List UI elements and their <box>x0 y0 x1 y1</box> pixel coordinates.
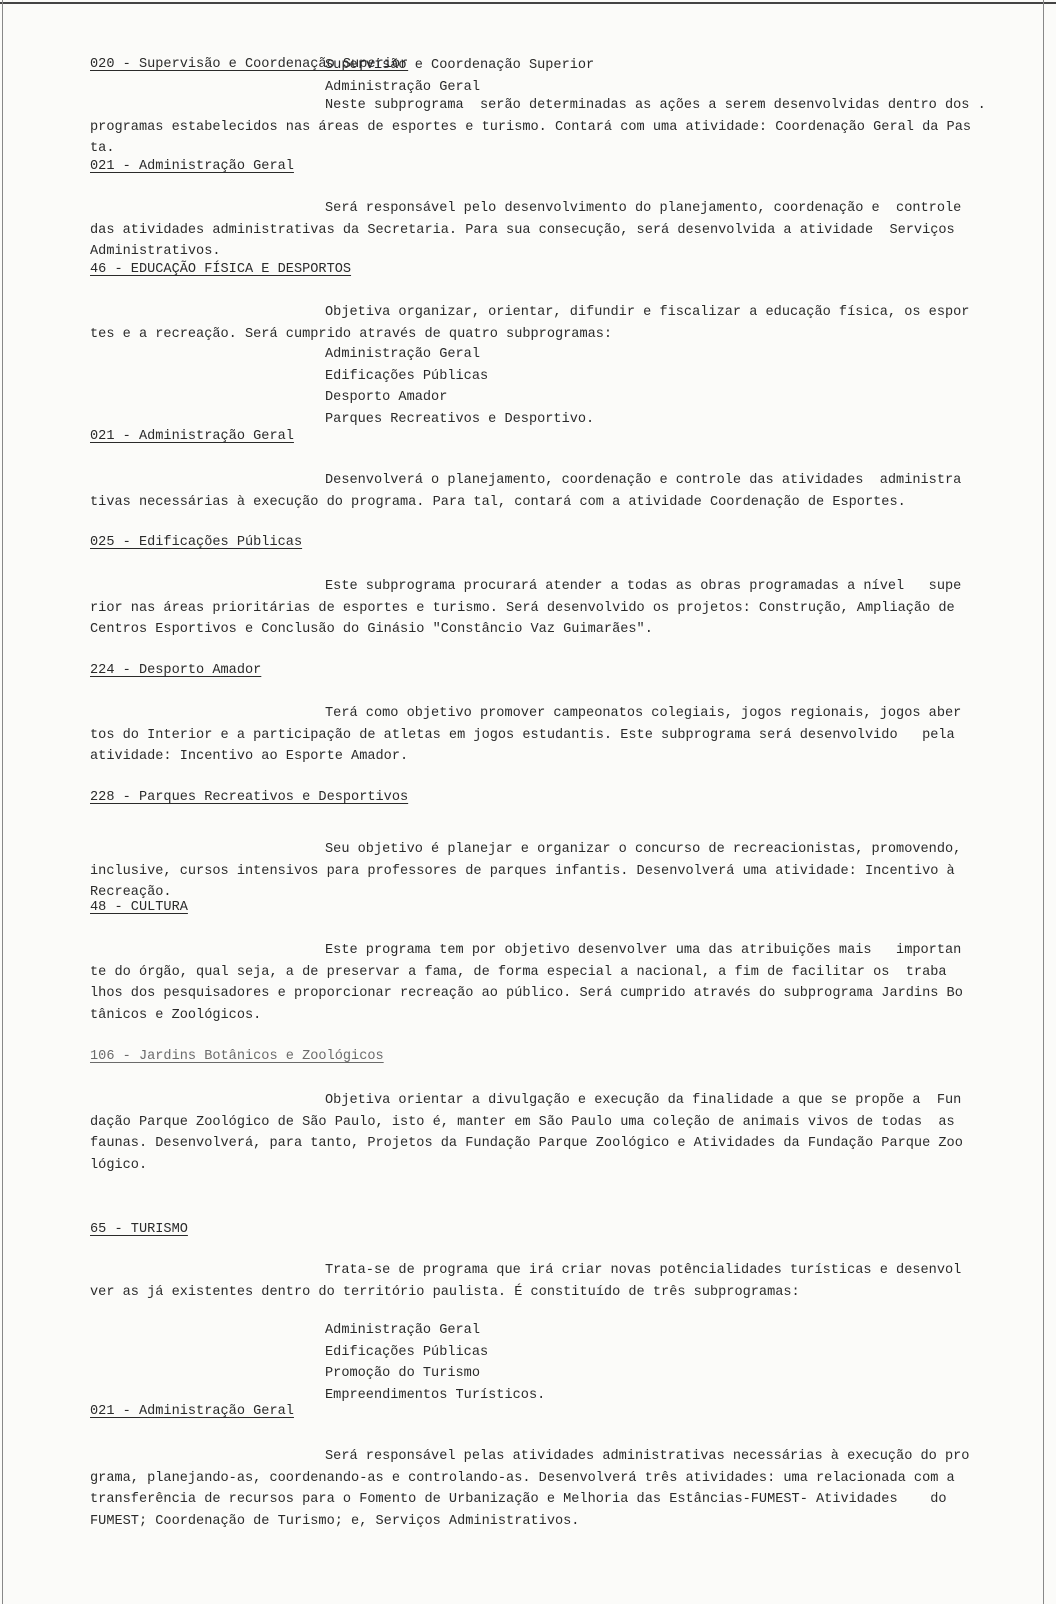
section-paragraph <box>90 1260 961 1303</box>
paragraph-line: te do órgão, qual seja, a de preservar a fama, de forma especial a nacional, a fim de facilitar os traba <box>90 964 947 980</box>
list-item: Empreendimentos Turísticos. <box>325 1387 546 1403</box>
paragraph-line: tos do Interior e a participação de atletas em jogos estudantis. Este subprograma será desenvolvido pela <box>90 727 955 743</box>
section-paragraph <box>90 198 961 263</box>
paragraph-line: Trata-se de programa que irá criar novas potêncialidades turísticas e desenvol <box>325 1263 962 1278</box>
paragraph-line: dação Parque Zoológico de São Paulo, isto é, manter em São Paulo uma coleção de animais vivos de todas as <box>90 1114 955 1130</box>
page-right-edge <box>1043 0 1044 1604</box>
paragraph-line: Objetiva organizar, orientar, difundir e fiscalizar a educação física, os espor <box>325 305 970 320</box>
paragraph-line: tivas necessárias à execução do programa. Para tal, contará com a atividade Coordenação de Esportes. <box>90 494 906 510</box>
section-heading: 106 - Jardins Botânicos e Zoológicos <box>90 1049 384 1064</box>
section-paragraph <box>90 1446 969 1532</box>
paragraph-line: FUMEST; Coordenação de Turismo; e, Serviços Administrativos. <box>90 1513 580 1529</box>
paragraph-line: Desenvolverá o planejamento, coordenação e controle das atividades administra <box>325 473 962 488</box>
paragraph-line: lhos dos pesquisadores e proporcionar recreação ao público. Será cumprido através do subprograma Jardins Bo <box>90 986 963 1001</box>
section-heading: 48 - CULTURA <box>90 900 188 915</box>
paragraph-line: das atividades administrativas da Secretaria. Para sua consecução, será desenvolvida a atividade Serviços <box>90 222 955 238</box>
paragraph-line: Este subprograma procurará atender a todas as obras programadas a nível supe <box>325 579 962 594</box>
list-item: Administração Geral <box>325 347 480 362</box>
list-item: Promoção do Turismo <box>325 1366 480 1381</box>
paragraph-line: lógico. <box>90 1157 148 1173</box>
list-item: Edificações Públicas <box>325 368 489 384</box>
page-top-border <box>0 2 1056 4</box>
section-heading: 228 - Parques Recreativos e Desportivos <box>90 790 409 805</box>
section-heading: 65 - TURISMO <box>90 1222 188 1237</box>
section-heading: 025 - Edificações Públicas <box>90 535 303 550</box>
paragraph-line: inclusive, cursos intensivos para professores de parques infantis. Desenvolverá uma atividade: Incentivo à <box>90 863 955 879</box>
page-left-edge <box>2 0 3 1604</box>
paragraph-line: Administrativos. <box>90 244 221 259</box>
paragraph-line: Neste subprograma serão determinadas as ações a serem desenvolvidas dentro dos . <box>325 98 986 113</box>
section-paragraph <box>90 940 963 1026</box>
section-paragraph <box>90 95 986 160</box>
section-heading: 46 - EDUCAÇÃO FÍSICA E DESPORTOS <box>90 262 352 277</box>
paragraph-line: faunas. Desenvolverá, para tanto, Projetos da Fundação Parque Zoológico e Atividades da Fundação Parque Zoo <box>90 1136 963 1151</box>
section-heading: 021 - Administração Geral <box>90 429 294 444</box>
paragraph-line: atividade: Incentivo ao Esporte Amador. <box>90 749 409 764</box>
section-paragraph <box>90 302 969 345</box>
section-paragraph <box>90 839 961 904</box>
section-paragraph <box>90 576 961 641</box>
section-heading: 021 - Administração Geral <box>90 1404 294 1419</box>
section-heading: 021 - Administração Geral <box>90 159 294 174</box>
paragraph-line: transferência de recursos para o Fomento de Urbanização e Melhoria das Estâncias-FUMEST- Atividades do <box>90 1492 947 1507</box>
paragraph-line: Será responsável pelo desenvolvimento do planejamento, coordenação e controle <box>325 201 962 216</box>
paragraph-line: Seu objetivo é planejar e organizar o concurso de recreacionistas, promovendo, <box>325 842 962 857</box>
paragraph-line: rior nas áreas prioritárias de esportes e turismo. Será desenvolvido os projetos: Construção, Ampliação de <box>90 600 955 616</box>
intro-list-item: Supervisão e Coordenação Superior <box>325 58 595 73</box>
section-paragraph <box>90 703 961 768</box>
section-heading: 020 - Supervisão e Coordenação Superior <box>90 57 409 72</box>
section-paragraph <box>90 470 961 513</box>
section-paragraph <box>90 1090 963 1176</box>
paragraph-line: Terá como objetivo promover campeonatos colegiais, jogos regionais, jogos aber <box>325 706 962 721</box>
paragraph-line: Objetiva orientar a divulgação e execução da finalidade a que se propõe a Fun <box>325 1093 962 1108</box>
list-item: Administração Geral <box>325 1323 480 1338</box>
subprogram-list <box>325 1320 545 1406</box>
paragraph-line: programas estabelecidos nas áreas de esportes e turismo. Contará com uma atividade: Coordenação Geral da Pas <box>90 119 972 135</box>
list-item: Parques Recreativos e Desportivo. <box>325 411 595 427</box>
paragraph-line: Este programa tem por objetivo desenvolver uma das atribuições mais importan <box>325 943 962 958</box>
subprogram-list <box>325 344 594 430</box>
intro-list-item: Administração Geral <box>325 79 480 95</box>
paragraph-line: Será responsável pelas atividades administrativas necessárias à execução do pro <box>325 1449 970 1464</box>
paragraph-line: Recreação. <box>90 885 172 900</box>
paragraph-line: tânicos e Zoológicos. <box>90 1007 262 1023</box>
paragraph-line: Centros Esportivos e Conclusão do Ginásio "Constâncio Vaz Guimarães". <box>90 622 653 637</box>
list-item: Desporto Amador <box>325 390 448 405</box>
paragraph-line: grama, planejando-as, coordenando-as e controlando-as. Desenvolverá três atividades: uma relacionada com a <box>90 1470 955 1486</box>
list-item: Edificações Públicas <box>325 1344 489 1360</box>
paragraph-line: ver as já existentes dentro do território paulista. É constituído de três subprogramas: <box>90 1284 800 1300</box>
paragraph-line: tes e a recreação. Será cumprido através de quatro subprogramas: <box>90 326 613 342</box>
section-heading: 224 - Desporto Amador <box>90 663 262 678</box>
paragraph-line: ta. <box>90 141 115 156</box>
